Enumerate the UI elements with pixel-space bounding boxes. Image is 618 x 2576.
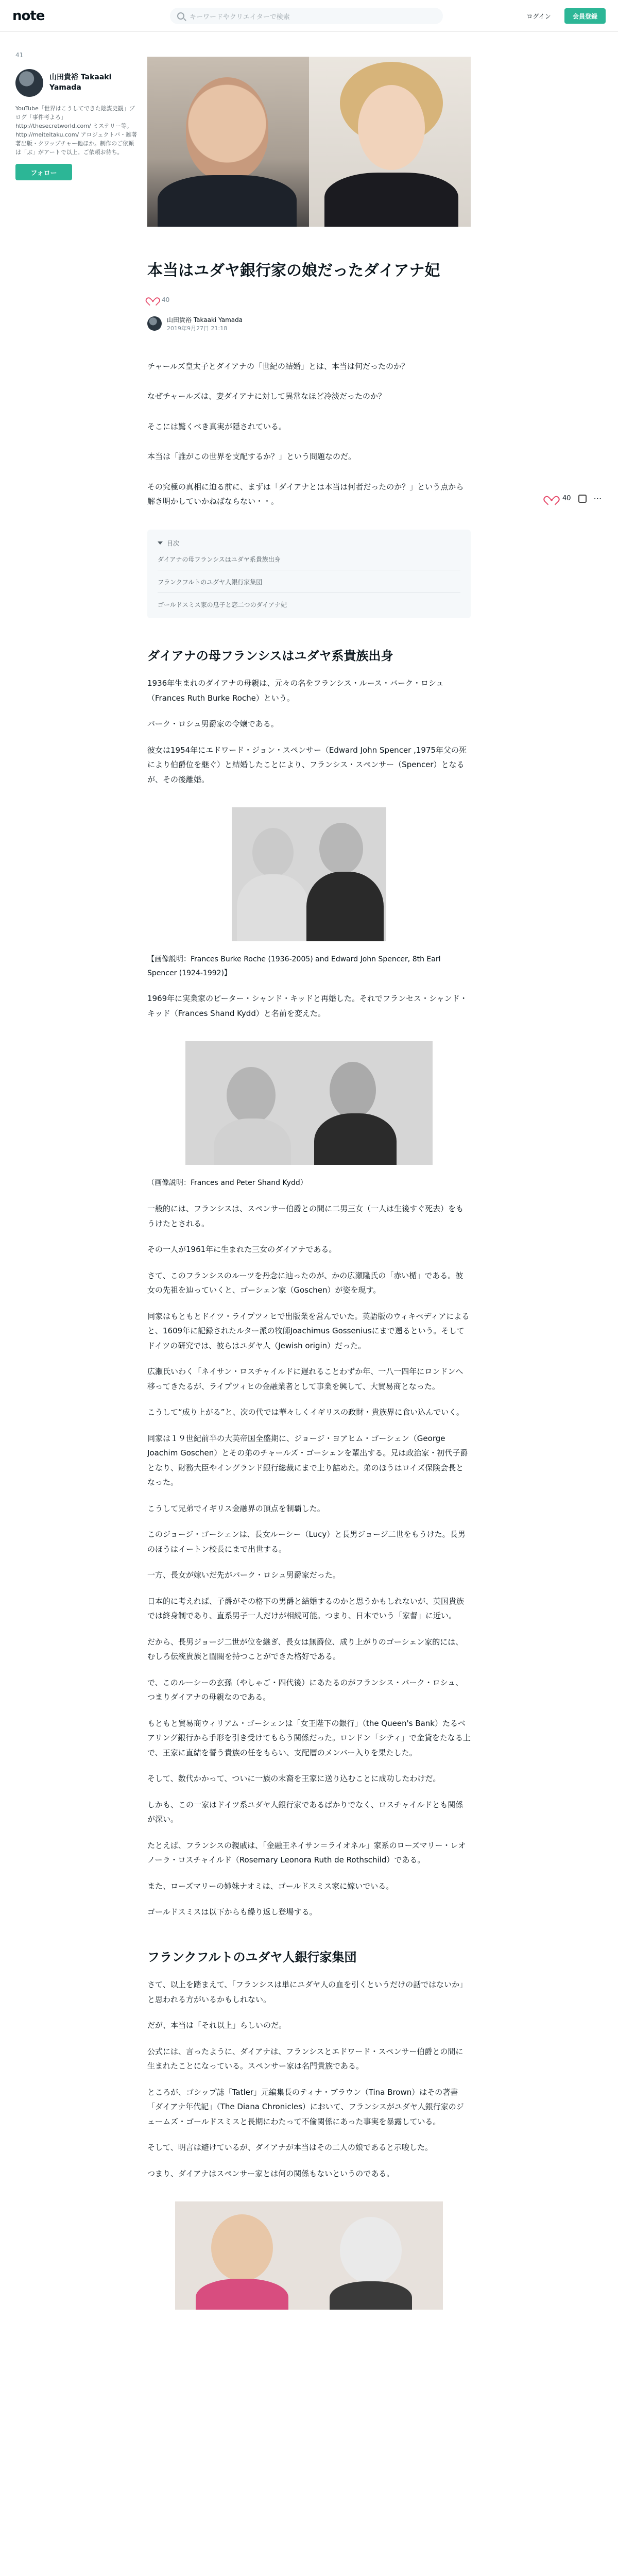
floating-actions [546,494,603,503]
paragraph: そして、数代かかって、ついに一族の末裔を王家に送り込むことに成功したわけだ。 [147,1774,441,1784]
paragraph: 日本的に考えれば、子爵がその格下の男爵と結婚するのかと思うかもしれないが、英国貴族では終身制であり、直系男子一人だけが相続可能。つまり、日本でいう「家督」に近い。 [147,1596,465,1621]
paragraph: また、ローズマリーの姉妹ナオミは、ゴールドスミス家に嫁いでいる。 [147,1881,394,1891]
intro-paragraph: そこには驚くべき真実が隠されている。 [147,421,287,431]
paragraph: そして、明言は避けているが、ダイアナが本当はその二人の娘であると示唆した。 [147,2143,433,2153]
toc-item[interactable]: ダイアナの母フランシスはユダヤ系貴族出身 [158,555,460,570]
article-title: 本当はユダヤ銀行家の娘だったダイアナ妃 [147,262,440,280]
paragraph: 同家はもともとドイツ・ライプツィヒで出版業を営んでいた。英語版のウィキペディアによると、1609年に記録されたルター派の牧師Joachimus Gosseniusにまで遡るという。そしてドイツの研究では、彼らはユダヤ人（Jewish origin）だった。 [147,1311,470,1350]
paragraph: こうして“成り上がる”と、次の代では華々しくイギリスの政財・貴族界に食い込んでいく。 [147,1408,464,1417]
byline [147,315,471,332]
paragraph: 彼女は1954年にエドワード・ジョン・スペンサー（Edward John Spencer ,1975年父の死により伯爵位を継ぐ）と結婚したことにより、フランシス・スペンサー（Spencer）となるが、その後離婚。 [147,745,467,784]
intro-paragraph: チャールズ皇太子とダイアナの「世紀の結婚」とは、本当は何だったのか？ [147,361,409,371]
like-count: 40 [162,296,170,303]
paragraph: たとえば、フランシスの親戚は、「金融王ネイサン＝ライオネル」家系のローズマリー・レオノーラ・ロスチャイルド（Rosemary Leonora Ruth de Rothschild）である。 [147,1840,466,1865]
follower-count: 41 [15,52,24,59]
paragraph: 一方、長女が嫁いだ先がバーク・ロシュ男爵家だった。 [147,1570,340,1580]
paragraph: 広瀬氏いわく「ネイサン・ロスチャイルドに遅れることわずか年、一八一四年にロンドンへ移ってきたるが、ライプツィヒの金融業者として事業を興して、大貿易商となった。 [147,1367,464,1391]
paragraph: さて、以上を踏まえて、「フランシスは単にユダヤ人の血を引くというだけの話ではないか」と思われる方がいるかもしれない。 [147,1980,468,2004]
search-icon [177,12,184,20]
hero-right-portrait [309,57,471,227]
photo-caption: （画像説明：Frances and Peter Shand Kydd） [147,1179,307,1188]
paragraph: だが、本当は「それ以上」らしいのだ。 [147,2021,287,2030]
paragraph: バーク・ロシュ男爵家の令嬢である。 [147,719,279,729]
hero-image [147,57,471,227]
paragraph: ところが、ゴシップ誌「Tatler」元編集長のティナ・ブラウン（Tina Brown）はその著書「ダイアナ年代記」（The Diana Chronicles）において、フランシスがユダヤ人銀行家のジェームズ・ゴールドスミスと長期にわたって不倫関係にあった事実を暴露している。 [147,2087,464,2126]
paragraph: 同家は１９世紀前半の大英帝国全盛期に、ジョージ・ヨアヒム・ゴーシェン（George Joachim Goschen）とその弟のチャールズ・ゴーシェンを輩出する。兄は政治家・初代子爵となり、財務大臣やイングランド銀行総裁にまで上り詰めた。弟のほうはロイズ保険会長となった。 [147,1433,468,1487]
follow-button[interactable]: フォロー [15,164,72,180]
paragraph: 一般的には、フランシスは、スペンサー伯爵との間に二男三女（一人は生後すぐ死去）をもうけたとされる。 [147,1204,464,1228]
signup-button[interactable]: 会員登録 [564,8,606,24]
paragraph: その一人が1961年に生まれた三女のダイアナである。 [147,1245,337,1255]
like-heart-icon[interactable] [148,296,156,303]
intro-paragraph: なぜチャールズは、妻ダイアナに対して異常なほど冷淡だったのか？ [147,392,386,401]
author-sidebar [15,52,139,180]
toc-item[interactable]: ゴールドスミス家の息子と恋二つのダイアナ妃 [158,601,287,608]
floating-like-count: 40 [562,495,571,502]
paragraph: ゴールドスミスは以下からも繰り返し登場する。 [147,1907,317,1917]
bookmark-icon[interactable] [578,495,587,503]
section-heading: ダイアナの母フランシスはユダヤ系貴族出身 [147,648,393,663]
paragraph: さて、このフランシスのルーツを丹念に辿ったのが、かの広瀬隆氏の「赤い楯」である。彼女の先祖を辿っていくと、ゴーシェン家（Goschen）が姿を現す。 [147,1270,464,1295]
table-of-contents [147,530,471,618]
like-heart-icon[interactable] [546,495,555,503]
paragraph: で、このルーシーの玄孫（やしゃご・四代後）にあたるのがフランシス・バーク・ロシュ、つまりダイアナの母親なのである。 [147,1677,464,1702]
hero-left-portrait [147,57,309,227]
intro-paragraph: その究極の真相に迫る前に、まずは「ダイアナとは本当は何者だったのか？」という点から解き明かしていかねばならない・・。 [147,482,464,506]
avatar[interactable] [15,69,43,97]
paragraph: だから、長男ジョージ二世が位を継ぎ、長女は無爵位、成り上がりのゴーシェン家的には、むしろ伝統貴族と閨閥を持つことができた格好である。 [147,1637,464,1662]
intro-paragraph: 本当は「誰がこの世界を支配するか？」という問題なのだ。 [147,452,356,461]
photo-tina-brown [175,2201,443,2310]
search-box[interactable] [170,8,443,24]
byline-avatar[interactable] [147,316,162,331]
author-name[interactable]: 山田貴裕 Takaaki Yamada [49,73,112,92]
paragraph: 公式には、言ったように、ダイアナは、フランシスとエドワード・スペンサー伯爵との間に生まれたことになっている。スペンサー家は名門貴族である。 [147,2046,464,2071]
paragraph: 1936年生まれのダイアナの母親は、元々の名をフランシス・ルース・バーク・ロシュ（Frances Ruth Burke Roche）という。 [147,679,444,703]
more-icon[interactable]: ⋯ [593,494,603,503]
paragraph: しかも、この一家はドイツ系ユダヤ人銀行家であるばかりでなく、ロスチャイルドとも関係が深い。 [147,1800,464,1824]
like-row [147,296,471,304]
toc-heading[interactable]: 目次 [158,539,460,548]
paragraph: こうして兄弟でイギリス金融界の頂点を制覇した。 [147,1503,325,1513]
note-logo[interactable]: note [12,8,45,24]
search-placeholder: キーワードやクリエイターで検索 [190,13,290,21]
author-row[interactable] [15,69,139,97]
section-heading: フランクフルトのユダヤ人銀行家集団 [147,1950,357,1964]
article-body [147,57,471,2310]
paragraph: このジョージ・ゴーシェンは、長女ルーシー（Lucy）と長男ジョージ二世をもうけた。長男のほうはイートン校長にまで出世する。 [147,1530,466,1554]
author-bio: YouTube「世界はこうしてできた陰謀史観」ブログ「事件考よろ」http://thesecretworld.com/ ミステリー等。http://meiteitaku.com/ アロジェクトバ・雑著著出版・クワップチャー他ほか。制作のご依頼は「ぶ」がアートで以上。ご依頼お待ち。 [15,105,138,156]
photo-caption: 【画像説明：Frances Burke Roche (1936-2005) and Edward John Spencer, 8th Earl Spencer (1924-1992)】 [147,955,441,977]
paragraph: つまり、ダイアナはスペンサー家とは何の関係もないというのである。 [147,2168,394,2178]
login-button[interactable]: ログイン [526,12,551,20]
top-header [0,0,618,32]
photo-frances-and-edward [232,807,386,941]
byline-date: 2019年9月27日 21:18 [167,325,228,332]
byline-name[interactable]: 山田貴裕 Takaaki Yamada [167,316,243,324]
paragraph: 1969年に実業家のピーター・シャンド・キッドと再婚した。それでフランセス・シャンド・キッド（Frances Shand Kydd）と名前を変えた。 [147,994,468,1018]
paragraph: もともと貿易商ウィリアム・ゴーシェンは「女王陛下の銀行」（the Queen's Bank）たるベアリング銀行から手形を引き受けてもらう関係だった。ロンドン「シティ」で金貸をたなる上で、王家に直結を誓う貴族の任をもらい、支配層のメンバー入りを果たした。 [147,1718,471,1757]
photo-frances-and-peter [185,1041,433,1165]
toc-item[interactable]: フランクフルトのユダヤ人銀行家集団 [158,578,460,593]
